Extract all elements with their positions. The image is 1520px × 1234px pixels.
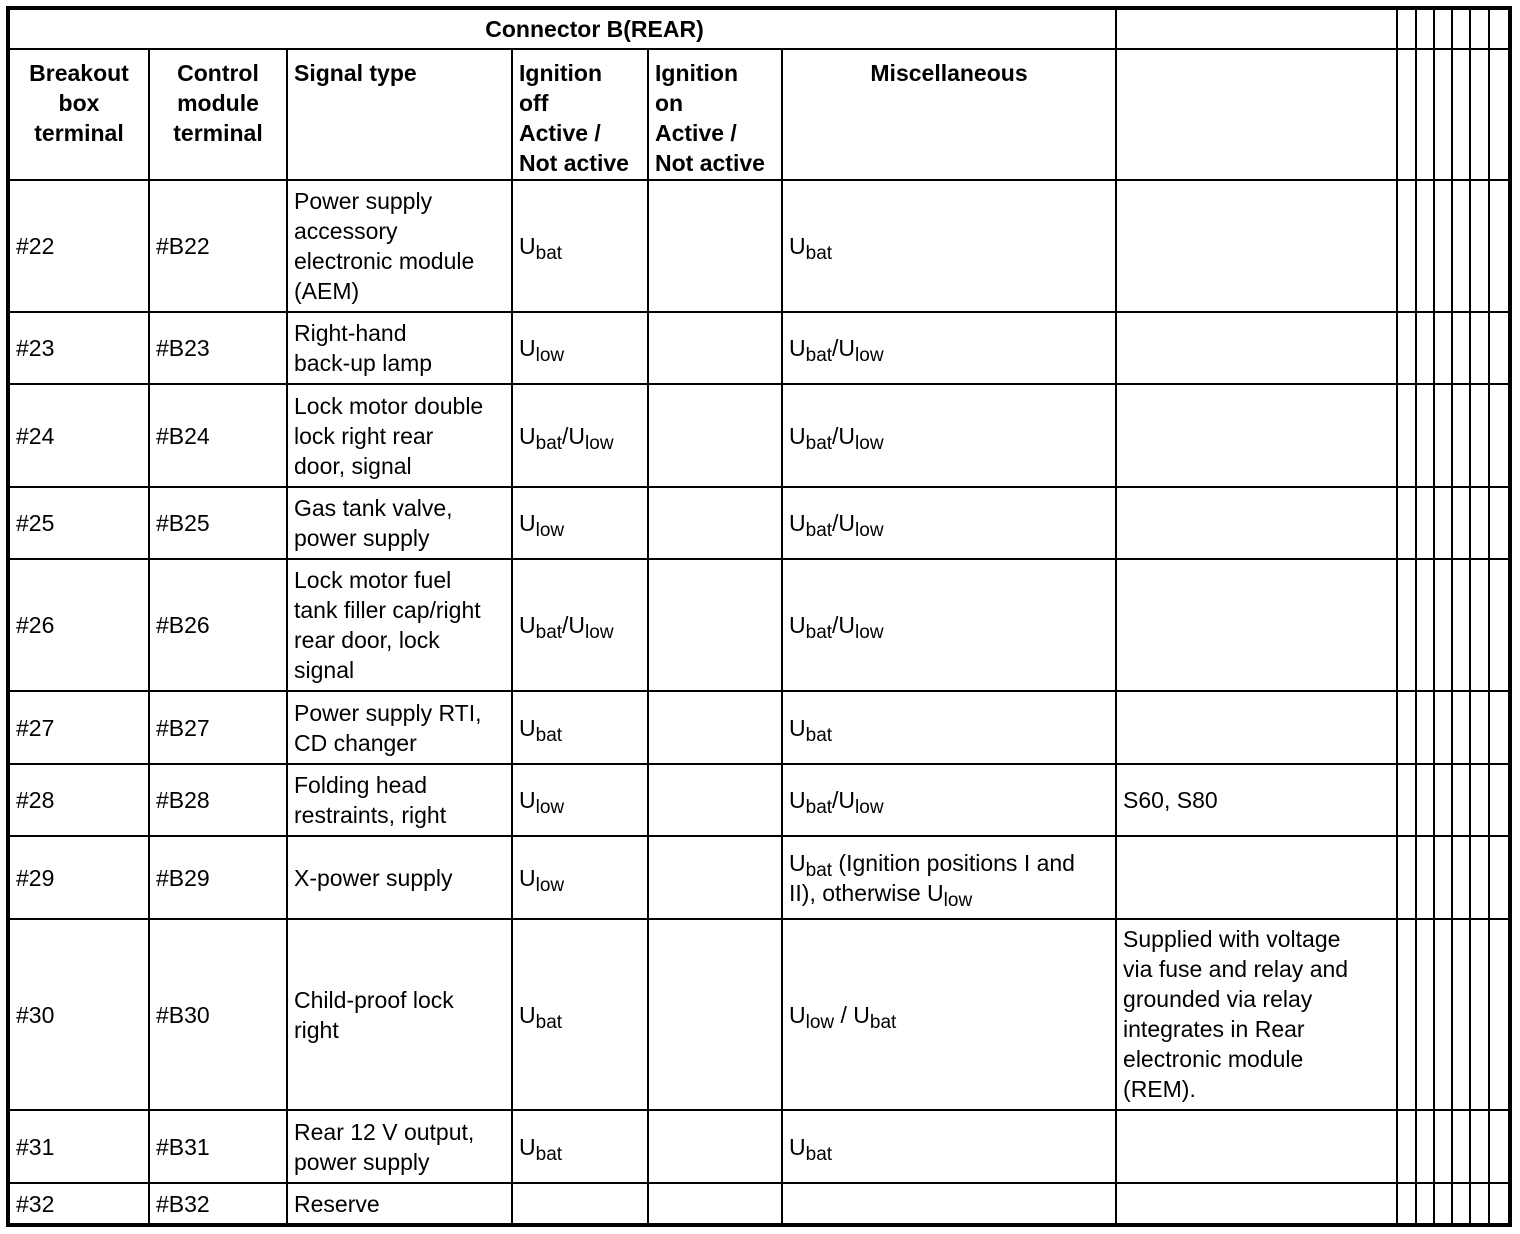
notes-cell (1116, 312, 1397, 384)
signal-line: right (294, 1016, 339, 1043)
signal-line: Power supply RTI, (294, 699, 482, 726)
stripe-cell (1416, 764, 1434, 836)
ignition-off-cell (512, 384, 648, 487)
miscellaneous-cell (782, 836, 1116, 919)
miscellaneous-cell (782, 691, 1116, 764)
notes-cell (1116, 1183, 1397, 1225)
stripe-cell (1489, 384, 1510, 487)
signal-line: Child-proof lock (294, 986, 454, 1013)
control-terminal-cell: #B29 (149, 836, 287, 919)
signal-line: Right-hand (294, 320, 407, 346)
voltage-value: $U_{low}$ (519, 510, 565, 541)
stripe-cell (1452, 180, 1470, 312)
notes-line: integrates in Rear (1123, 1016, 1305, 1042)
control-terminal-cell: #B28 (149, 764, 287, 836)
voltage-value: II), otherwise $U_{low}$ (789, 879, 973, 911)
stripe-cell (1434, 180, 1452, 312)
ignition-on-cell (648, 487, 782, 559)
miscellaneous-cell (782, 312, 1116, 384)
header-signal-type: Signal type (287, 49, 512, 180)
stripe-cell (1434, 1110, 1452, 1183)
stripe-cell (1452, 1110, 1470, 1183)
signal-line: power supply (294, 1148, 430, 1175)
stripe-cell (1452, 1183, 1470, 1225)
stripe-cell (1416, 49, 1434, 180)
stripe-cell (1397, 1110, 1416, 1183)
stripe-cell (1434, 559, 1452, 691)
table-row (8, 312, 1510, 384)
breakout-terminal-cell: #23 (8, 312, 149, 384)
stripe-cell (1489, 836, 1510, 919)
stripe-cell (1452, 764, 1470, 836)
notes-cell: S60, S80 (1116, 764, 1397, 836)
stripe-cell (1434, 312, 1452, 384)
stripe-cell (1452, 919, 1470, 1110)
miscellaneous-cell (782, 919, 1116, 1110)
stripe-cell (1470, 691, 1489, 764)
ignition-on-cell (648, 180, 782, 312)
signal-line: door, signal (294, 452, 412, 479)
header-row (8, 49, 1510, 180)
miscellaneous-cell (782, 384, 1116, 487)
stripe-cell (1470, 384, 1489, 487)
stripe-cell (1416, 919, 1434, 1110)
stripe-cell (1397, 487, 1416, 559)
control-terminal-cell: #B24 (149, 384, 287, 487)
ignition-on-cell (648, 1110, 782, 1183)
voltage-value: $U_{bat}$ (789, 1133, 833, 1165)
stripe-cell (1470, 487, 1489, 559)
stripe-cell (1489, 312, 1510, 384)
stripe-cell (1434, 919, 1452, 1110)
header-ignition-off: Ignition off Active / Not active (512, 49, 648, 180)
ignition-on-cell (648, 1183, 782, 1225)
header-blank-notes (1116, 49, 1397, 180)
voltage-value: $U_{bat}/U_{low}$ (789, 612, 884, 643)
stripe-cell (1489, 1110, 1510, 1183)
breakout-terminal-cell: #22 (8, 180, 149, 312)
control-terminal-cell: #B26 (149, 559, 287, 691)
breakout-terminal-cell: #26 (8, 559, 149, 691)
miscellaneous-cell (782, 764, 1116, 836)
stripe-cell (1434, 487, 1452, 559)
table-row (8, 384, 1510, 487)
breakout-terminal-cell: #32 (8, 1183, 149, 1225)
stripe-cell (1434, 764, 1452, 836)
table-row (8, 919, 1510, 1110)
signal-line: Folding head (294, 772, 427, 798)
signal-type-cell (287, 1110, 512, 1183)
stripe-cell (1434, 1183, 1452, 1225)
stripe-cell (1397, 559, 1416, 691)
voltage-value: $U_{low}$ (519, 335, 565, 366)
ignition-off-cell (512, 312, 648, 384)
stripe-cell (1489, 559, 1510, 691)
ignition-off-cell (512, 764, 648, 836)
header-ignition-on: Ignition on Active / Not active (648, 49, 782, 180)
stripe-cell (1416, 312, 1434, 384)
voltage-value: $U_{bat}/U_{low}$ (519, 422, 614, 454)
table-row (8, 691, 1510, 764)
stripe-cell (1470, 764, 1489, 836)
notes-cell (1116, 384, 1397, 487)
signal-type-cell (287, 764, 512, 836)
ignition-off-cell (512, 836, 648, 919)
signal-type-cell (287, 180, 512, 312)
table-row (8, 764, 1510, 836)
table-row (8, 559, 1510, 691)
notes-line: (REM). (1123, 1076, 1196, 1102)
table-row (8, 836, 1510, 919)
stripe-cell (1416, 1183, 1434, 1225)
breakout-terminal-cell: #29 (8, 836, 149, 919)
signal-type-cell (287, 384, 512, 487)
stripe-cell (1397, 49, 1416, 180)
table-row (8, 1110, 1510, 1183)
control-terminal-cell: #B27 (149, 691, 287, 764)
notes-cell (1116, 487, 1397, 559)
signal-line: rear door, lock (294, 627, 440, 653)
table-row (8, 1183, 1510, 1225)
stripe-cell (1416, 8, 1434, 49)
notes-cell (1116, 1110, 1397, 1183)
signal-type-cell (287, 691, 512, 764)
notes-line: electronic module (1123, 1046, 1304, 1072)
blank-header-cell (1116, 8, 1397, 49)
ignition-off-cell (512, 691, 648, 764)
voltage-value: $U_{bat}/U_{low}$ (789, 422, 884, 454)
table-title: Connector B(REAR) (8, 8, 1116, 49)
stripe-cell (1416, 1110, 1434, 1183)
stripe-cell (1434, 49, 1452, 180)
stripe-cell (1470, 1110, 1489, 1183)
breakout-terminal-cell: #24 (8, 384, 149, 487)
miscellaneous-cell (782, 1183, 1116, 1225)
notes-cell (1116, 559, 1397, 691)
stripe-cell (1397, 312, 1416, 384)
table-row (8, 180, 1510, 312)
signal-line: Gas tank valve, (294, 495, 453, 521)
breakout-terminal-cell: #30 (8, 919, 149, 1110)
signal-type-cell (287, 1183, 512, 1225)
signal-line: Lock motor double (294, 392, 484, 419)
signal-line: accessory (294, 218, 398, 244)
voltage-value: $U_{low} / U_{bat}$ (789, 1001, 897, 1033)
stripe-cell (1452, 836, 1470, 919)
signal-line: power supply (294, 525, 430, 551)
ignition-on-cell (648, 764, 782, 836)
ignition-on-cell (648, 919, 782, 1110)
stripe-cell (1452, 8, 1470, 49)
miscellaneous-cell (782, 487, 1116, 559)
signal-type-cell (287, 836, 512, 919)
stripe-cell (1397, 384, 1416, 487)
header-miscellaneous: Miscellaneous (782, 49, 1116, 180)
breakout-terminal-cell: #27 (8, 691, 149, 764)
voltage-value: $U_{bat}$ (519, 233, 563, 264)
signal-line: X-power supply (294, 864, 453, 891)
ignition-off-cell (512, 559, 648, 691)
stripe-cell (1470, 559, 1489, 691)
stripe-cell (1470, 49, 1489, 180)
stripe-cell (1470, 8, 1489, 49)
voltage-value: $U_{bat}/U_{low}$ (519, 612, 614, 643)
ignition-off-cell (512, 1183, 648, 1225)
stripe-cell (1489, 919, 1510, 1110)
notes-line: Supplied with voltage (1123, 926, 1341, 952)
header-control-module-terminal: Control module terminal (149, 49, 287, 180)
signal-type-cell (287, 487, 512, 559)
signal-line: CD changer (294, 729, 417, 756)
control-terminal-cell: #B32 (149, 1183, 287, 1225)
stripe-cell (1416, 836, 1434, 919)
control-terminal-cell: #B30 (149, 919, 287, 1110)
voltage-value: $U_{bat}$ (Ignition positions I and (789, 849, 1075, 881)
signal-type-cell (287, 312, 512, 384)
stripe-cell (1489, 487, 1510, 559)
stripe-cell (1397, 8, 1416, 49)
signal-line: (AEM) (294, 278, 360, 304)
stripe-cell (1452, 312, 1470, 384)
signal-line: electronic module (294, 248, 475, 274)
table-row (8, 487, 1510, 559)
stripe-cell (1434, 691, 1452, 764)
control-terminal-cell: #B23 (149, 312, 287, 384)
stripe-cell (1416, 487, 1434, 559)
stripe-cell (1470, 919, 1489, 1110)
stripe-cell (1452, 691, 1470, 764)
notes-cell (1116, 691, 1397, 764)
stripe-cell (1489, 1183, 1510, 1225)
signal-line: Power supply (294, 188, 433, 214)
stripe-cell (1470, 1183, 1489, 1225)
breakout-terminal-cell: #25 (8, 487, 149, 559)
voltage-value: $U_{bat}$ (789, 714, 833, 746)
stripe-cell (1489, 180, 1510, 312)
notes-line: via fuse and relay and (1123, 956, 1349, 982)
signal-type-cell (287, 559, 512, 691)
stripe-cell (1452, 487, 1470, 559)
miscellaneous-cell (782, 180, 1116, 312)
voltage-value: $U_{low}$ (519, 787, 565, 818)
signal-line: back-up lamp (294, 350, 433, 376)
stripe-cell (1489, 691, 1510, 764)
stripe-cell (1489, 8, 1510, 49)
stripe-cell (1434, 836, 1452, 919)
signal-line: Rear 12 V output, (294, 1118, 475, 1145)
voltage-value: $U_{bat}/U_{low}$ (789, 787, 884, 818)
stripe-cell (1489, 49, 1510, 180)
stripe-cell (1434, 8, 1452, 49)
stripe-cell (1489, 764, 1510, 836)
ignition-off-cell (512, 1110, 648, 1183)
signal-line: restraints, right (294, 802, 447, 828)
stripe-cell (1397, 691, 1416, 764)
stripe-cell (1416, 384, 1434, 487)
voltage-value: $U_{low}$ (519, 864, 565, 896)
ignition-off-cell (512, 919, 648, 1110)
voltage-value: $U_{bat}$ (789, 233, 833, 264)
voltage-value: $U_{bat}$ (519, 1001, 563, 1033)
notes-cell (1116, 180, 1397, 312)
title-row (8, 8, 1510, 49)
ignition-on-cell (648, 312, 782, 384)
control-terminal-cell: #B22 (149, 180, 287, 312)
notes-line: grounded via relay (1123, 986, 1313, 1012)
ignition-on-cell (648, 691, 782, 764)
connector-table (6, 6, 1512, 1227)
ignition-on-cell (648, 384, 782, 487)
ignition-off-cell (512, 180, 648, 312)
stripe-cell (1397, 180, 1416, 312)
ignition-on-cell (648, 836, 782, 919)
signal-line: signal (294, 657, 355, 683)
table-body (8, 180, 1510, 1225)
stripe-cell (1452, 384, 1470, 487)
signal-line: tank filler cap/right (294, 597, 481, 623)
miscellaneous-cell (782, 559, 1116, 691)
breakout-terminal-cell: #28 (8, 764, 149, 836)
notes-cell (1116, 919, 1397, 1110)
signal-line: lock right rear (294, 422, 434, 449)
voltage-value: $U_{bat}/U_{low}$ (789, 335, 884, 366)
stripe-cell (1397, 919, 1416, 1110)
notes-cell (1116, 836, 1397, 919)
stripe-cell (1434, 384, 1452, 487)
breakout-terminal-cell: #31 (8, 1110, 149, 1183)
control-terminal-cell: #B25 (149, 487, 287, 559)
signal-type-cell (287, 919, 512, 1110)
stripe-cell (1397, 1183, 1416, 1225)
ignition-off-cell (512, 487, 648, 559)
signal-line: Reserve (294, 1190, 380, 1217)
stripe-cell (1452, 559, 1470, 691)
stripe-cell (1470, 180, 1489, 312)
voltage-value: $U_{bat}$ (519, 714, 563, 746)
stripe-cell (1397, 836, 1416, 919)
ignition-on-cell (648, 559, 782, 691)
stripe-cell (1416, 559, 1434, 691)
voltage-value: $U_{bat}/U_{low}$ (789, 510, 884, 541)
stripe-cell (1470, 836, 1489, 919)
control-terminal-cell: #B31 (149, 1110, 287, 1183)
stripe-cell (1416, 691, 1434, 764)
stripe-cell (1416, 180, 1434, 312)
signal-line: Lock motor fuel (294, 567, 452, 593)
header-breakout-box-terminal: Breakout box terminal (8, 49, 149, 180)
miscellaneous-cell (782, 1110, 1116, 1183)
stripe-cell (1452, 49, 1470, 180)
stripe-cell (1397, 764, 1416, 836)
voltage-value: $U_{bat}$ (519, 1133, 563, 1165)
connector-table-sheet (6, 6, 1512, 1227)
stripe-cell (1470, 312, 1489, 384)
